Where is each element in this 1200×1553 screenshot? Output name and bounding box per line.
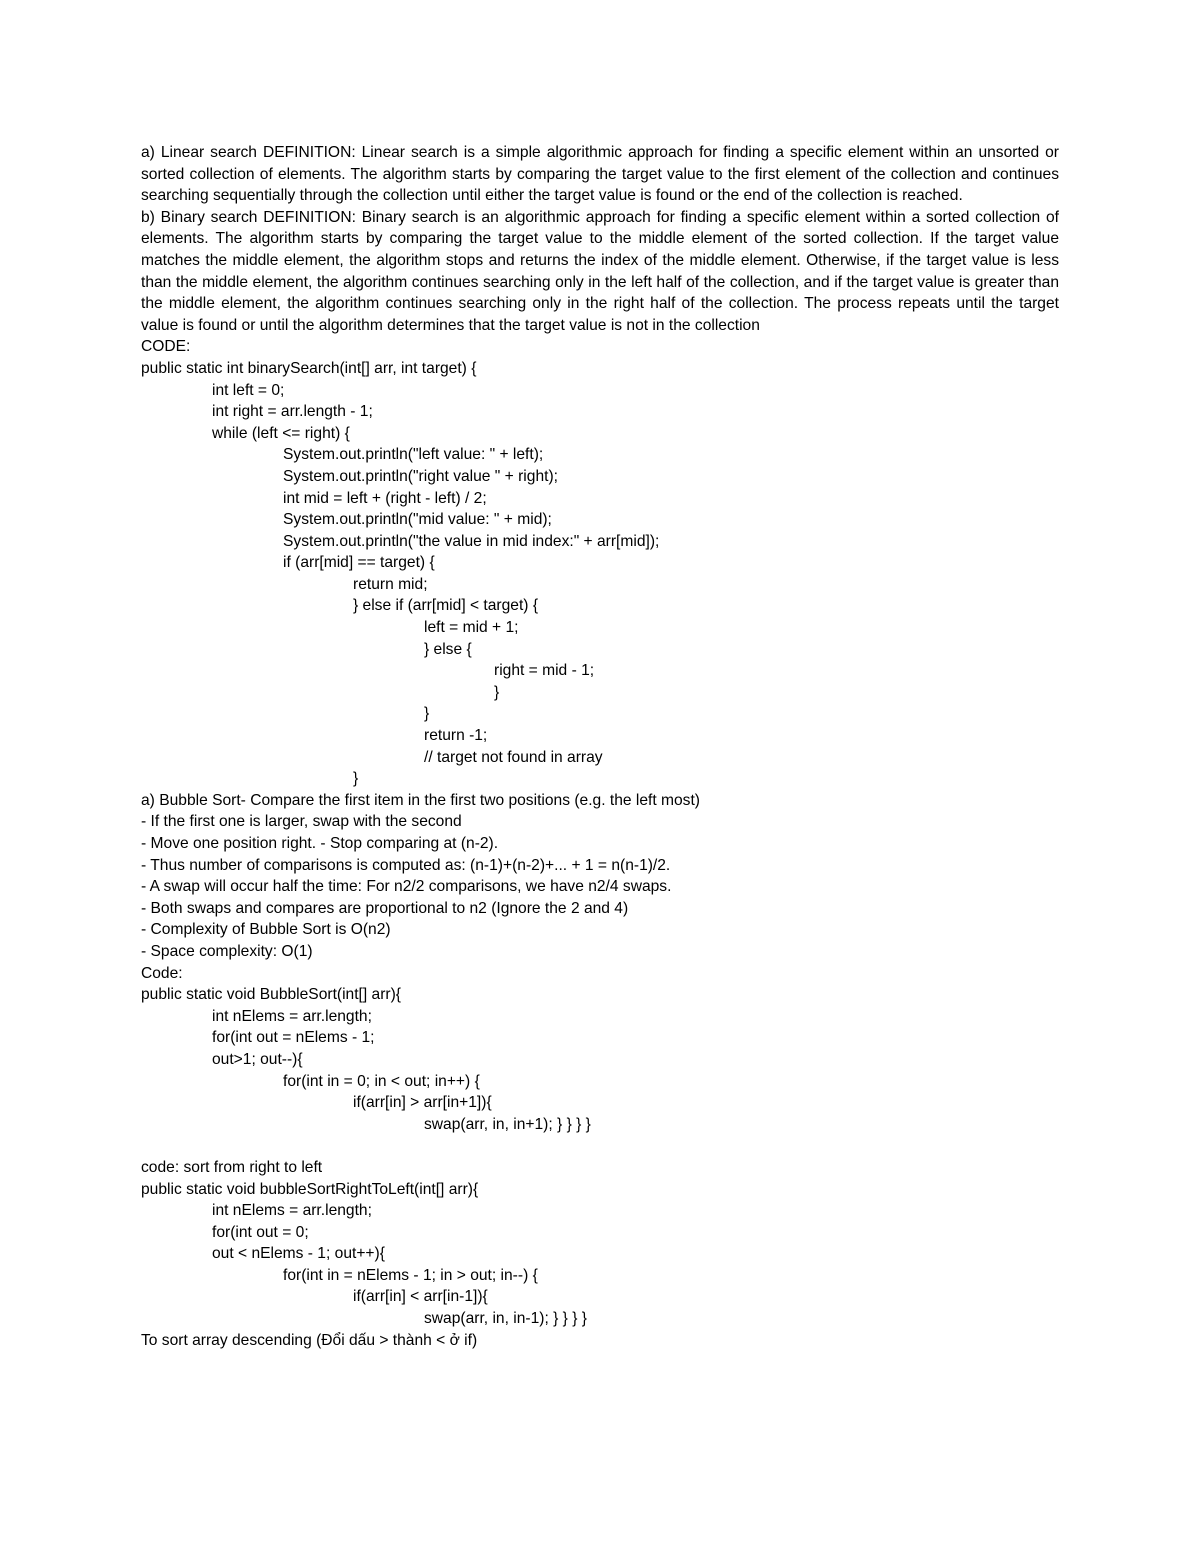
- code-line: return -1;: [424, 727, 488, 745]
- code-line: // target not found in array: [424, 748, 603, 766]
- code-line: out < nElems - 1; out++){: [212, 1245, 385, 1263]
- code-line: out>1; out--){: [212, 1050, 303, 1068]
- code-line: for(int in = nElems - 1; in > out; in--) {: [283, 1266, 538, 1284]
- code-heading: Code:: [141, 964, 183, 982]
- code-line: public static void BubbleSort(int[] arr){: [141, 986, 402, 1004]
- code-line: if(arr[in] < arr[in-1]){: [353, 1288, 488, 1306]
- code-line: int nElems = arr.length;: [212, 1007, 372, 1025]
- code-line: swap(arr, in, in+1); } } } }: [424, 1115, 591, 1133]
- code-line: }: [353, 770, 359, 788]
- code-line: }: [424, 705, 430, 723]
- footer-note: To sort array descending (Đổi dấu > thành < ở if): [141, 1331, 478, 1349]
- code-heading: CODE:: [141, 338, 191, 356]
- linear-search-paragraph: a) Linear search DEFINITION: Linear search is a simple algorithmic approach for finding a specific element within an unsorted or sorted collection of elements. The algorithm starts by comparing the target value to the first element of the collection and continues searching sequentially through the collection until either the target value is found or the end of the collection is reached.: [141, 144, 1059, 205]
- code-line: for(int out = nElems - 1;: [212, 1029, 375, 1047]
- code-line: public static void bubbleSortRightToLeft(int[] arr){: [141, 1180, 479, 1198]
- bubble-sort-section: [141, 790, 1059, 1136]
- bullet-item: - Space complexity: O(1): [141, 942, 313, 960]
- code-line: for(int out = 0;: [212, 1223, 309, 1241]
- code-line: System.out.println("mid value: " + mid);: [283, 511, 552, 529]
- code-line: public static int binarySearch(int[] arr, int target) {: [141, 359, 477, 377]
- code-line: } else {: [424, 640, 472, 658]
- bullet-item: - Thus number of comparisons is computed as: (n-1)+(n-2)+... + 1 = n(n-1)/2.: [141, 856, 671, 874]
- code-line: }: [494, 683, 500, 701]
- code-line: System.out.println("right value " + right);: [283, 467, 558, 485]
- bullet-item: - Both swaps and compares are proportional to n2 (Ignore the 2 and 4): [141, 899, 629, 917]
- code-line: if(arr[in] > arr[in+1]){: [353, 1094, 492, 1112]
- bullet-item: - If the first one is larger, swap with the second: [141, 813, 462, 831]
- blank-line: [141, 1135, 1059, 1157]
- code-line: int left = 0;: [212, 381, 285, 399]
- binary-search-paragraph: b) Binary search DEFINITION: Binary search is an algorithmic approach for finding a specific element within a sorted collection of elements. The algorithm starts by comparing the target value to the middle element of the sorted collection. If the target value matches the middle element, the algorithm stops and returns the index of the middle element. Otherwise, if the target value is less than the middle element, the algorithm continues searching only in the left half of the collection, and if the target value is greater than the middle element, the algorithm continues searching only in the right half of the collection. The process repeats until the target value is found or until the algorithm determines that the target value is not in the collection: [141, 208, 1059, 334]
- code-line: int mid = left + (right - left) / 2;: [283, 489, 487, 507]
- code-heading: code: sort from right to left: [141, 1158, 323, 1176]
- code-line: } else if (arr[mid] < target) {: [353, 597, 539, 615]
- code-line: swap(arr, in, in-1); } } } }: [424, 1310, 587, 1328]
- document-page: [141, 142, 1059, 1351]
- code-line: int nElems = arr.length;: [212, 1202, 372, 1220]
- code-line: left = mid + 1;: [424, 619, 519, 637]
- right-to-left-section: [141, 1157, 1059, 1351]
- code-line: if (arr[mid] == target) {: [283, 554, 435, 572]
- bubble-sort-intro: a) Bubble Sort- Compare the first item in the first two positions (e.g. the left most): [141, 791, 700, 809]
- code-line: right = mid - 1;: [494, 662, 595, 680]
- code-line: System.out.println("left value: " + left);: [283, 446, 544, 464]
- code-line: return mid;: [353, 575, 428, 593]
- code-line: while (left <= right) {: [212, 424, 350, 442]
- bullet-item: - Move one position right. - Stop comparing at (n-2).: [141, 835, 499, 852]
- binary-search-code-block: [141, 336, 1059, 789]
- code-line: System.out.println("the value in mid index:" + arr[mid]);: [283, 532, 660, 550]
- code-line: int right = arr.length - 1;: [212, 403, 373, 421]
- bullet-item: - A swap will occur half the time: For n2/2 comparisons, we have n2/4 swaps.: [141, 878, 672, 896]
- code-line: for(int in = 0; in < out; in++) {: [283, 1072, 480, 1090]
- bullet-item: - Complexity of Bubble Sort is O(n2): [141, 921, 391, 939]
